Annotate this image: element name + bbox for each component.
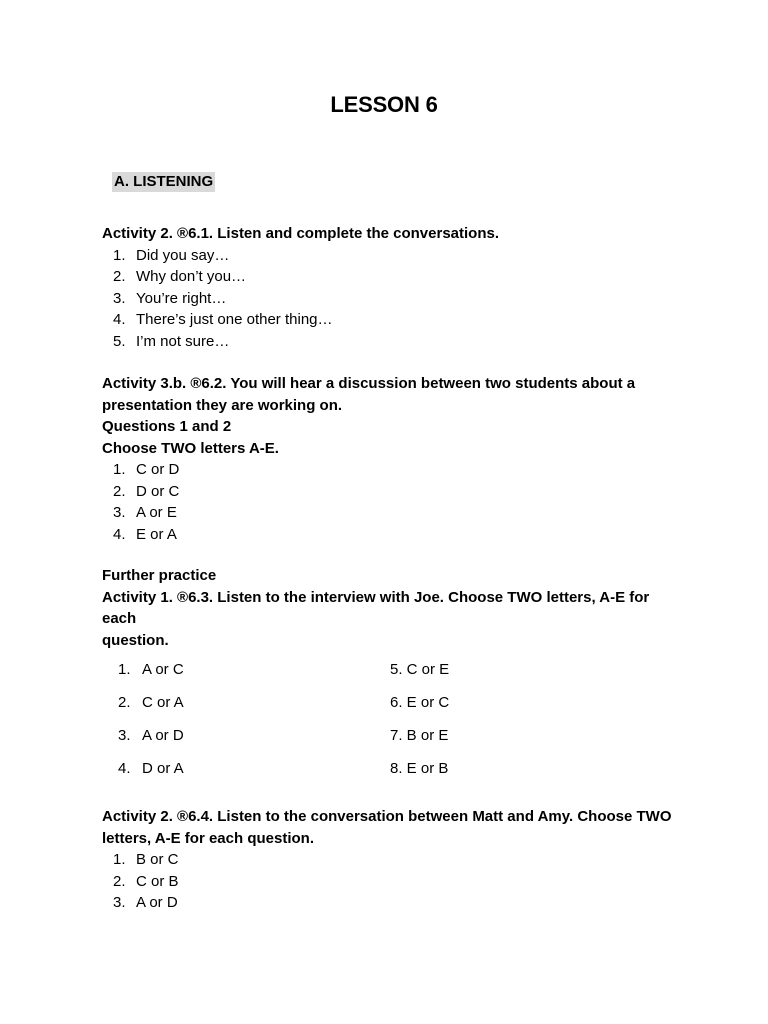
further-practice-heading: Further practice [102,567,217,584]
list-item: 3. You’re right… [113,289,227,307]
list-item: 1. C or D [113,461,180,478]
answer-list [102,849,672,914]
section-heading-listening: A. LISTENING [114,173,214,190]
activity-heading-line1: Activity 1. ®6.3. Listen to the interview with Joe. Choose TWO letters, A-E for each [102,588,650,627]
activity-heading-line1: Activity 3.b. ®6.2. You will hear a discussion between two students about a [102,375,636,392]
grid-row: 3. A or D 7. B or E [118,727,449,744]
activity-heading-line2: letters, A-E for each question. [102,829,314,847]
list-item: 5. I’m not sure… [113,332,230,350]
answer-grid [118,660,678,792]
activity-heading-line1: Activity 2. ®6.4. Listen to the conversation between Matt and Amy. Choose TWO [102,808,672,825]
list-item: 2. Why don’t you… [113,268,247,285]
grid-row: 2. C or A 6. E or C [118,694,450,711]
grid-row: 4. D or A 8. E or B [118,760,449,777]
list-item: 4. E or A [113,525,177,543]
activity-heading-line2: presentation they are working on. [102,396,343,414]
list-item: 2. D or C [113,482,180,500]
questions-label: Questions 1 and 2 [102,418,232,435]
further-practice [102,565,672,651]
instruction-label: Choose TWO letters A-E. [102,439,279,457]
page-title: LESSON 6 [330,92,438,117]
activity-heading-line2: question. [102,631,169,649]
activity-6-1 [102,223,672,352]
list-item: 3. A or E [113,504,177,521]
list-item: 1. B or C [113,851,179,868]
list-item: 4. There’s just one other thing… [113,311,333,328]
answer-list [102,245,672,353]
list-item: 2. C or B [113,872,179,890]
answer-list [102,459,672,545]
activity-6-4 [102,806,672,914]
list-item: 1. Did you say… [113,246,230,264]
list-item: 3. A or D [113,894,178,911]
activity-heading: Activity 2. ®6.1. Listen and complete the conversations. [102,225,500,242]
activity-6-2 [102,373,672,545]
grid-row: 1. A or C 5. C or E [118,661,450,678]
